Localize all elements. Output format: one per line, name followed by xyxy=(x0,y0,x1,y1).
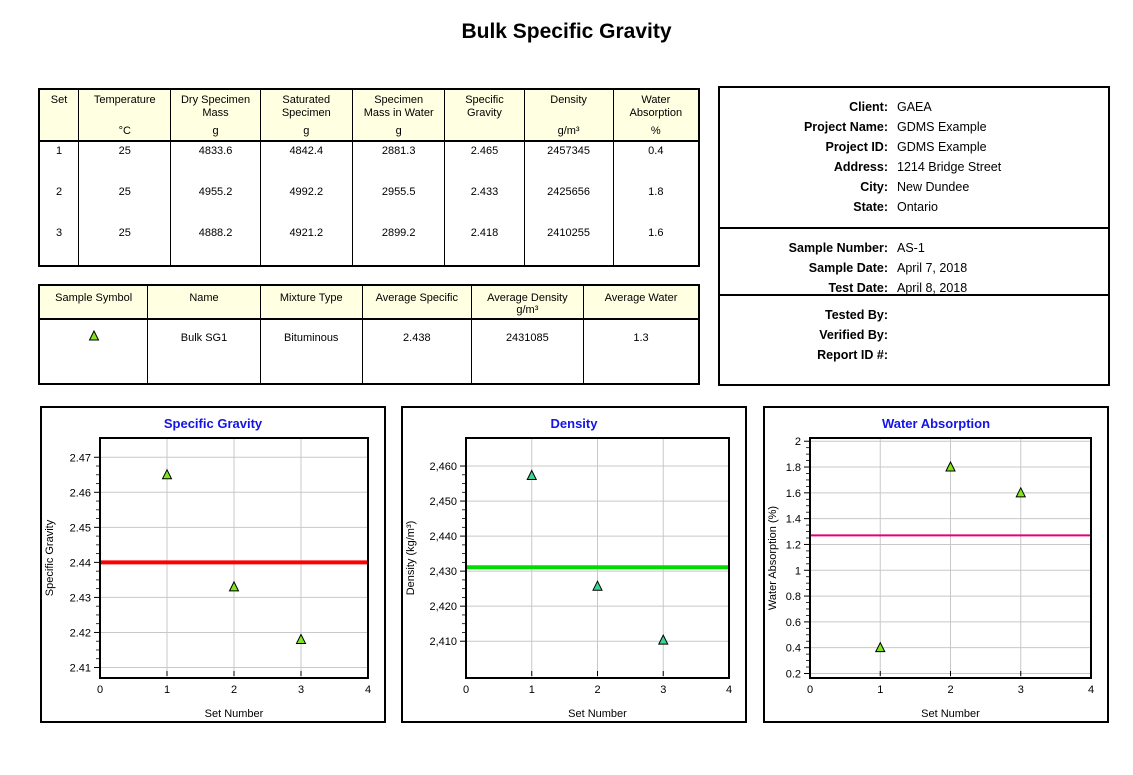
svg-text:Density (kg/m³): Density (kg/m³) xyxy=(405,520,417,596)
table-cell xyxy=(362,367,471,384)
svg-text:2,430: 2,430 xyxy=(429,566,457,579)
svg-text:4: 4 xyxy=(725,684,733,696)
table-header-row xyxy=(39,285,699,319)
svg-text:2: 2 xyxy=(594,684,601,696)
header-label: Water Absorption xyxy=(629,94,683,119)
svg-text:2.44: 2.44 xyxy=(69,557,91,570)
header-label: Average Specific xyxy=(375,292,458,304)
header-unit: % xyxy=(650,125,661,137)
info-label: Address: xyxy=(833,160,888,174)
svg-text:2,410: 2,410 xyxy=(429,636,457,649)
header-unit: g xyxy=(212,125,219,137)
table-filler-row xyxy=(39,264,699,266)
table-header-cell xyxy=(39,285,148,319)
svg-text:Set Number: Set Number xyxy=(204,708,264,720)
table-cell: 2955.5 xyxy=(352,183,444,223)
svg-text:2.45: 2.45 xyxy=(69,522,91,535)
svg-text:0.8: 0.8 xyxy=(785,591,801,604)
info-label: Report ID #: xyxy=(817,348,888,362)
info-label: City: xyxy=(860,180,888,194)
header-label: Dry Specimen Mass xyxy=(180,94,251,119)
table-cell: 25 xyxy=(79,183,171,223)
table-header-cell xyxy=(260,89,352,141)
svg-text:2: 2 xyxy=(230,684,238,696)
info-value: GDMS Example xyxy=(897,140,987,154)
chart-specific-gravity xyxy=(40,406,386,723)
header-unit: °C xyxy=(118,125,131,137)
table-header-cell xyxy=(362,285,471,319)
info-row xyxy=(720,305,1108,325)
svg-text:2: 2 xyxy=(947,684,954,696)
svg-text:0.2: 0.2 xyxy=(785,668,801,681)
table-cell: 2881.3 xyxy=(352,141,444,183)
chart-title: Density xyxy=(550,416,598,431)
svg-text:0: 0 xyxy=(806,684,814,696)
chart-plot xyxy=(42,434,384,721)
svg-text:3: 3 xyxy=(1017,684,1024,696)
table-header-cell xyxy=(445,89,524,141)
table-cell: Bituminous xyxy=(260,319,362,367)
summary-table xyxy=(38,284,700,385)
table-cell: 25 xyxy=(79,141,171,183)
table-cell xyxy=(39,319,148,367)
info-row xyxy=(720,258,1108,278)
svg-text:1.4: 1.4 xyxy=(785,513,801,526)
svg-text:4: 4 xyxy=(1087,684,1095,696)
header-label: Average Water xyxy=(604,292,678,304)
svg-text:1.8: 1.8 xyxy=(785,462,801,475)
header-unit: g/m³ xyxy=(557,125,580,137)
info-row xyxy=(720,345,1108,365)
table-cell: 2410255 xyxy=(524,224,613,264)
table-cell: 1.6 xyxy=(613,224,699,264)
table-cell: 0.4 xyxy=(613,141,699,183)
svg-text:2,450: 2,450 xyxy=(429,496,457,509)
info-row xyxy=(720,117,1108,137)
table-row xyxy=(39,141,699,183)
info-row xyxy=(720,325,1108,345)
header-label: Average Density g/m³ xyxy=(487,292,568,316)
table-header-cell xyxy=(524,89,613,141)
info-section xyxy=(720,229,1108,296)
svg-text:0.4: 0.4 xyxy=(785,642,801,655)
results-table-head xyxy=(39,89,699,141)
table-header-cell xyxy=(148,285,260,319)
table-cell: 2.438 xyxy=(362,319,471,367)
info-label: Test Date: xyxy=(828,281,888,295)
info-value: Ontario xyxy=(897,200,938,214)
info-value: 1214 Bridge Street xyxy=(897,160,1002,174)
svg-text:4: 4 xyxy=(364,684,372,696)
table-header-row xyxy=(39,89,699,141)
info-value: AS-1 xyxy=(897,241,925,255)
table-row xyxy=(39,183,699,223)
table-cell xyxy=(260,264,352,266)
table-header-cell xyxy=(352,89,444,141)
info-value: New Dundee xyxy=(897,180,970,194)
project-info-panel xyxy=(718,86,1110,386)
header-label: Set xyxy=(50,94,68,106)
svg-text:2.41: 2.41 xyxy=(69,662,91,675)
svg-text:Specific Gravity: Specific Gravity xyxy=(44,519,56,597)
info-value: April 7, 2018 xyxy=(897,261,968,275)
table-cell: 2 xyxy=(39,183,79,223)
table-cell: 1 xyxy=(39,141,79,183)
svg-text:Set Number: Set Number xyxy=(921,708,980,720)
table-cell: 4833.6 xyxy=(171,141,260,183)
table-cell: 4955.2 xyxy=(171,183,260,223)
table-cell: 2457345 xyxy=(524,141,613,183)
svg-text:2,420: 2,420 xyxy=(429,601,457,614)
header-unit xyxy=(447,124,521,138)
info-row xyxy=(720,238,1108,258)
svg-text:2,460: 2,460 xyxy=(429,461,457,474)
chart-water-absorption xyxy=(763,406,1109,723)
table-cell: 4888.2 xyxy=(171,224,260,264)
header-label: Specific Gravity xyxy=(465,94,504,119)
table-cell: 4842.4 xyxy=(260,141,352,183)
svg-text:1: 1 xyxy=(877,684,884,696)
info-label: Sample Date: xyxy=(808,261,888,275)
info-label: State: xyxy=(853,200,888,214)
chart-plot xyxy=(403,434,745,721)
info-row xyxy=(720,177,1108,197)
info-label: Sample Number: xyxy=(788,241,888,255)
chart-title: Water Absorption xyxy=(881,416,991,431)
table-header-cell xyxy=(613,89,699,141)
svg-text:2.46: 2.46 xyxy=(69,487,91,500)
header-unit: g xyxy=(303,125,310,137)
info-row xyxy=(720,197,1108,217)
header-label: Mixture Type xyxy=(279,292,343,304)
header-label: Name xyxy=(189,292,219,304)
header-label: Sample Symbol xyxy=(55,292,133,304)
info-value: GAEA xyxy=(897,100,932,114)
info-value: April 8, 2018 xyxy=(897,281,968,295)
svg-text:2.43: 2.43 xyxy=(69,592,91,605)
table-cell xyxy=(352,264,444,266)
table-cell: 2899.2 xyxy=(352,224,444,264)
header-label: Specimen Mass in Water xyxy=(363,94,434,119)
table-cell: 2.418 xyxy=(445,224,524,264)
svg-text:1.2: 1.2 xyxy=(785,539,801,552)
info-label: Project Name: xyxy=(803,120,888,134)
table-filler-row xyxy=(39,367,699,384)
sample-symbol-triangle-icon xyxy=(88,330,100,341)
info-value: GDMS Example xyxy=(897,120,987,134)
info-row xyxy=(720,278,1108,298)
table-cell: 4992.2 xyxy=(260,183,352,223)
svg-text:0.6: 0.6 xyxy=(785,616,801,629)
table-header-cell xyxy=(260,285,362,319)
table-cell: 2.465 xyxy=(445,141,524,183)
table-cell: 3 xyxy=(39,224,79,264)
table-cell xyxy=(613,264,699,266)
svg-text:1: 1 xyxy=(528,684,535,696)
svg-text:1: 1 xyxy=(794,565,801,578)
table-cell xyxy=(445,264,524,266)
info-label: Verified By: xyxy=(819,328,888,342)
table-cell xyxy=(260,367,362,384)
svg-text:3: 3 xyxy=(660,684,667,696)
table-cell: 1.3 xyxy=(583,319,699,367)
table-header-cell xyxy=(79,89,171,141)
info-label: Client: xyxy=(849,100,888,114)
svg-text:Water Absorption (%): Water Absorption (%) xyxy=(767,505,779,611)
table-cell: 25 xyxy=(79,224,171,264)
svg-text:2: 2 xyxy=(794,436,801,449)
table-header-cell xyxy=(171,89,260,141)
info-row xyxy=(720,97,1108,117)
table-cell xyxy=(524,264,613,266)
table-cell xyxy=(148,367,260,384)
page-title: Bulk Specific Gravity xyxy=(461,20,672,43)
info-section xyxy=(720,88,1108,229)
info-label: Tested By: xyxy=(825,308,888,322)
info-row xyxy=(720,137,1108,157)
results-table xyxy=(38,88,700,267)
svg-text:2,440: 2,440 xyxy=(429,531,457,544)
table-header-cell xyxy=(583,285,699,319)
info-row xyxy=(720,157,1108,177)
table-cell: 2431085 xyxy=(471,319,583,367)
table-cell xyxy=(171,264,260,266)
svg-text:0: 0 xyxy=(462,684,470,696)
table-header-cell xyxy=(39,89,79,141)
table-row xyxy=(39,224,699,264)
table-cell xyxy=(39,264,79,266)
table-row xyxy=(39,319,699,367)
svg-text:0: 0 xyxy=(96,684,104,696)
info-label: Project ID: xyxy=(825,140,888,154)
svg-text:Set Number: Set Number xyxy=(568,708,627,720)
header-unit: g xyxy=(395,125,402,137)
svg-text:2.47: 2.47 xyxy=(69,452,91,465)
header-label: Temperature xyxy=(93,94,156,106)
header-label: Saturated Specimen xyxy=(281,94,331,119)
header-unit xyxy=(42,124,76,138)
table-cell xyxy=(583,367,699,384)
chart-plot xyxy=(765,434,1107,721)
table-cell: 2425656 xyxy=(524,183,613,223)
chart-title: Specific Gravity xyxy=(163,416,263,431)
svg-text:3: 3 xyxy=(297,684,305,696)
svg-text:1: 1 xyxy=(163,684,171,696)
summary-table-body xyxy=(39,319,699,384)
table-cell xyxy=(39,367,148,384)
svg-text:2.42: 2.42 xyxy=(69,627,91,640)
table-header-cell xyxy=(471,285,583,319)
table-cell: 2.433 xyxy=(445,183,524,223)
table-cell: 4921.2 xyxy=(260,224,352,264)
header-label: Density xyxy=(550,94,587,106)
chart-density xyxy=(401,406,747,723)
svg-text:1.6: 1.6 xyxy=(785,487,801,500)
table-cell: Bulk SG1 xyxy=(148,319,260,367)
info-section xyxy=(720,296,1108,384)
summary-table-head xyxy=(39,285,699,319)
table-cell xyxy=(79,264,171,266)
results-table-body xyxy=(39,141,699,266)
table-cell: 1.8 xyxy=(613,183,699,223)
table-cell xyxy=(471,367,583,384)
